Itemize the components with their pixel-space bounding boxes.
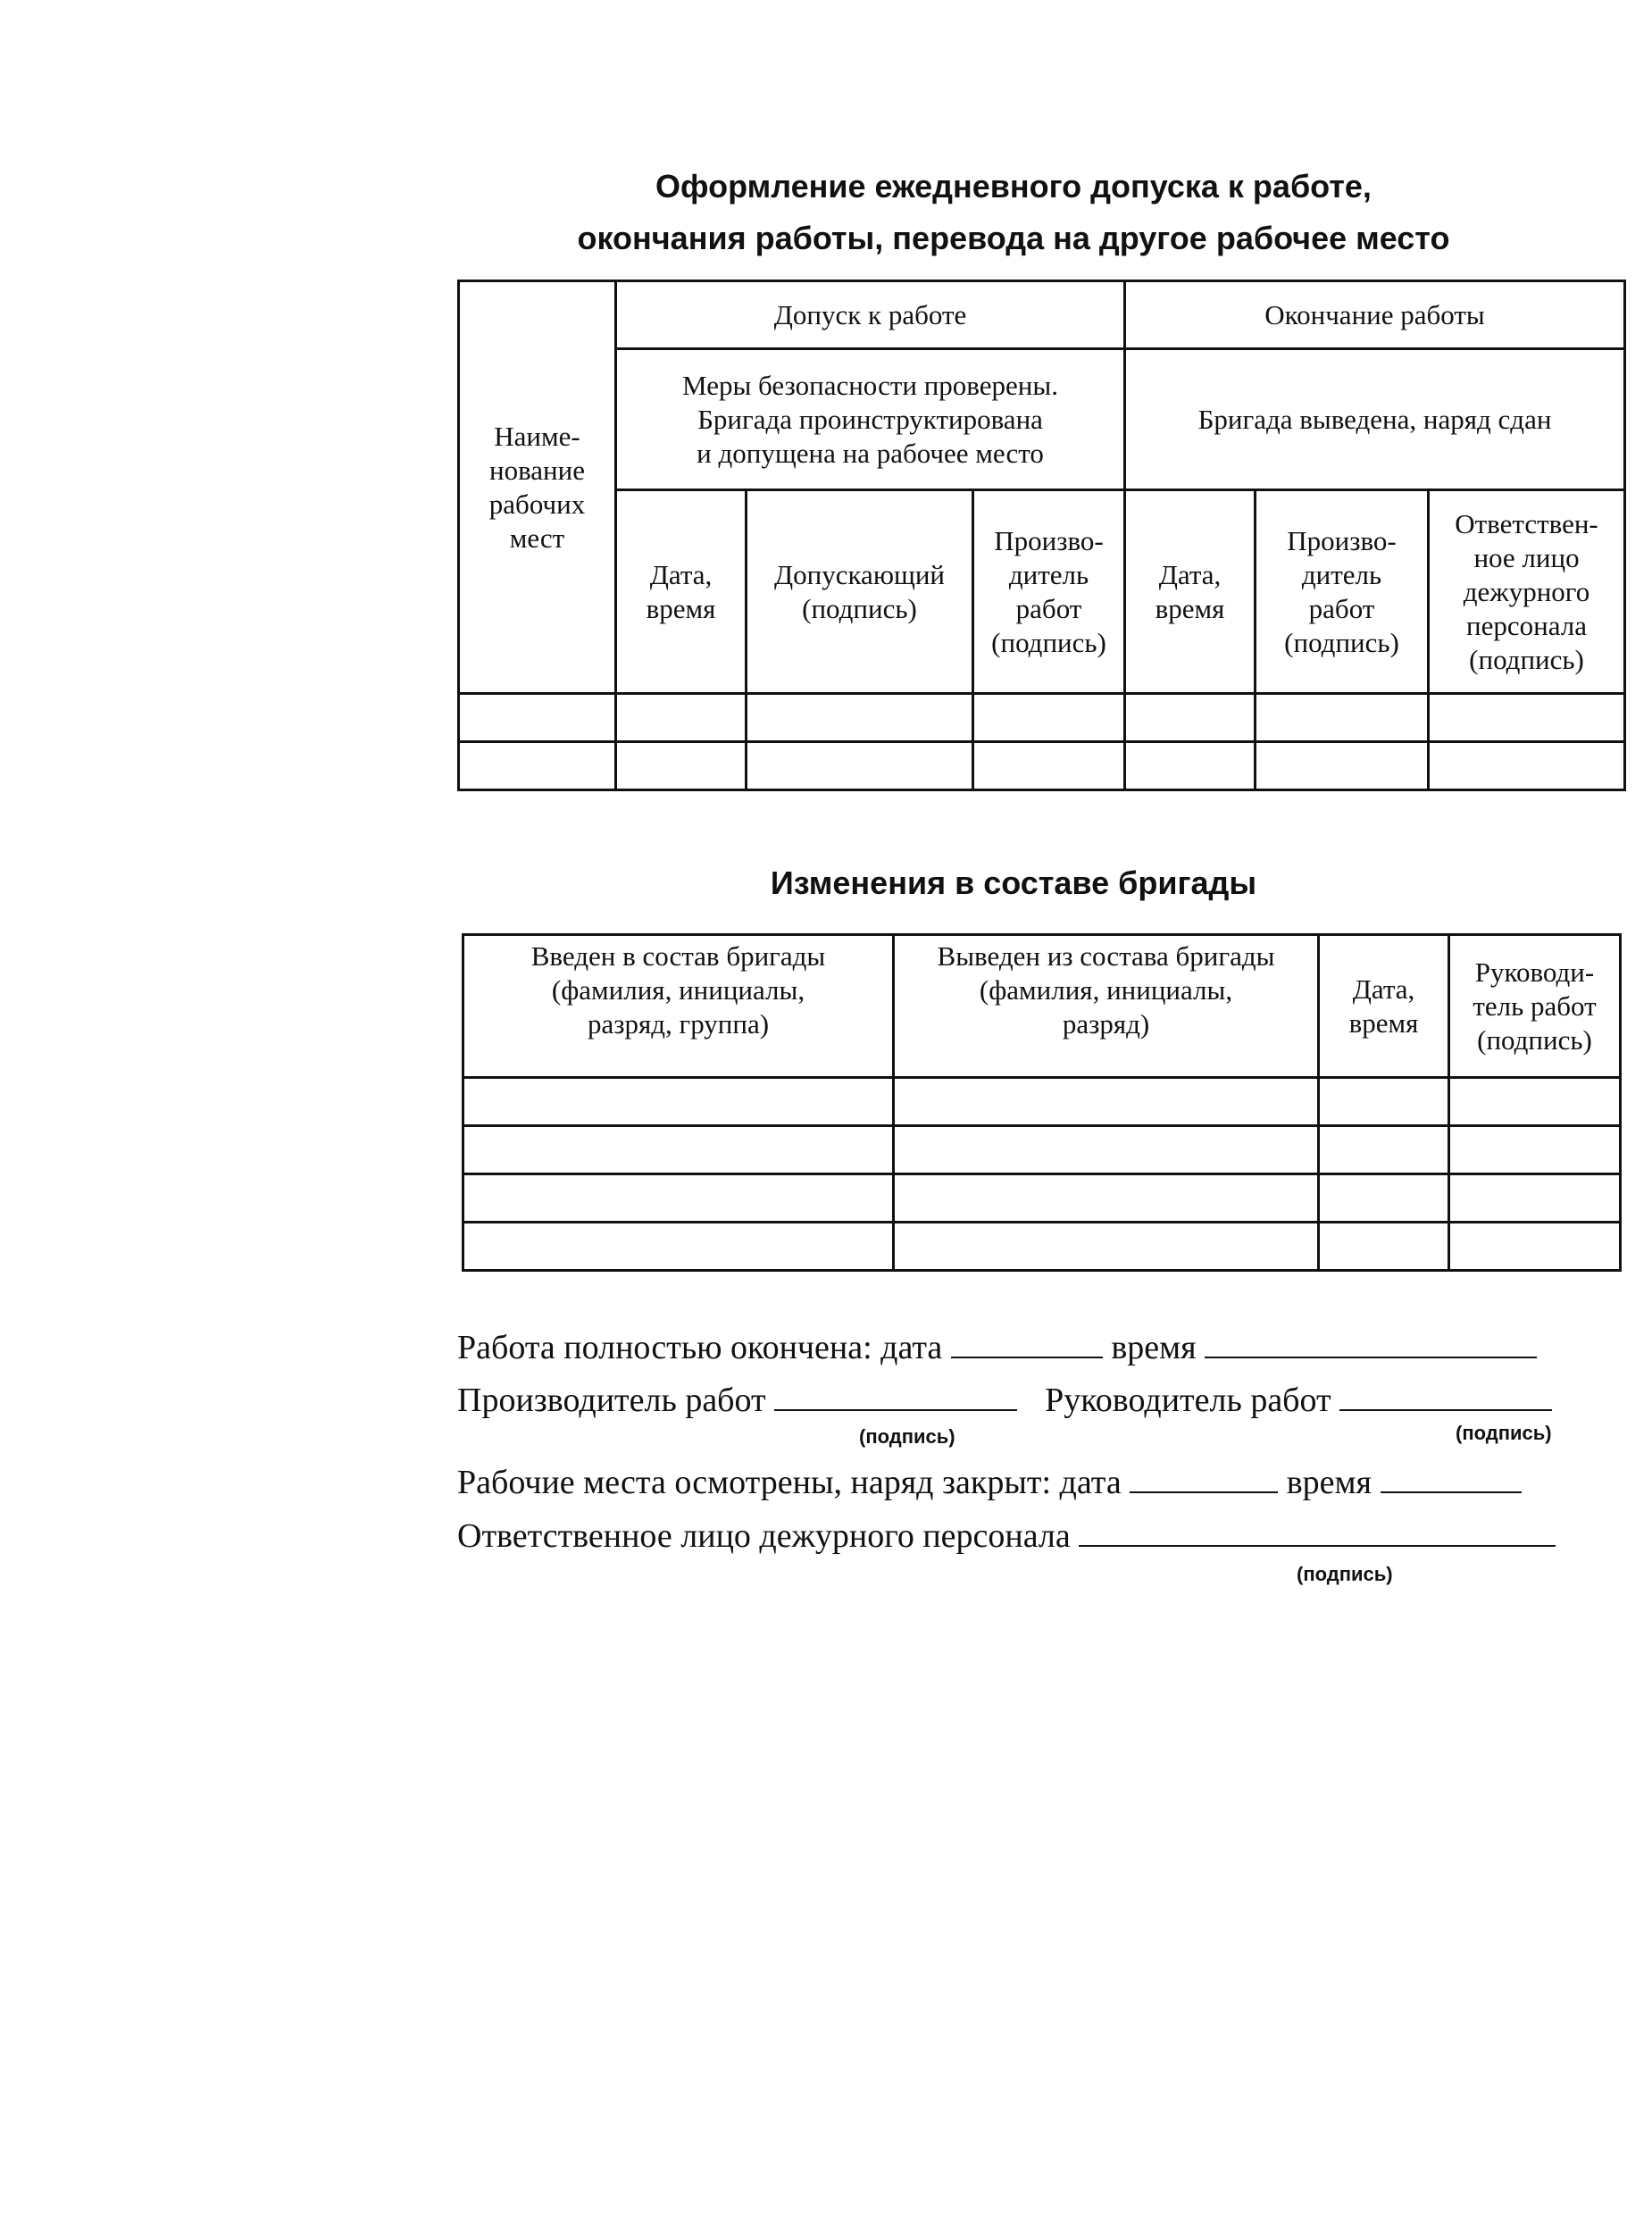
table-cell[interactable] <box>1449 1078 1621 1126</box>
table-cell[interactable] <box>459 694 616 742</box>
change-date-time-header: Дата, время <box>1319 935 1449 1078</box>
work-end-group-header: Окончание работы <box>1125 281 1625 349</box>
table-cell[interactable] <box>616 742 747 790</box>
permit-title <box>464 161 1563 264</box>
table-cell[interactable] <box>1125 742 1256 790</box>
crew-changes-table <box>462 933 1622 1272</box>
table-cell[interactable] <box>459 742 616 790</box>
duty-person-signature-header: Ответствен- ное лицо дежурного персонала (подпись) <box>1429 490 1625 694</box>
admit-foreman-signature-header: Произво- дитель работ (подпись) <box>973 490 1125 694</box>
table-cell[interactable] <box>973 742 1125 790</box>
signature-hint: (подпись) <box>859 1425 955 1448</box>
table-cell[interactable] <box>1256 742 1429 790</box>
table-cell[interactable] <box>1449 1223 1621 1271</box>
workplace-name-header: Наиме- нование рабочих мест <box>459 281 616 694</box>
closure-time-field[interactable] <box>1381 1456 1522 1493</box>
table-cell[interactable] <box>463 1126 894 1174</box>
table-cell[interactable] <box>1319 1126 1449 1174</box>
admission-subheader: Меры безопасности проверены. Бригада проинструктирована и допущена на рабочее место <box>616 349 1125 490</box>
table-cell[interactable] <box>616 694 747 742</box>
duty-person-label: Ответственное лицо дежурного персонала <box>457 1517 1071 1555</box>
completion-time-label: время <box>1111 1329 1197 1366</box>
work-end-subheader: Бригада выведена, наряд сдан <box>1125 349 1625 490</box>
admit-date-time-header: Дата, время <box>616 490 747 694</box>
table-cell[interactable] <box>1449 1174 1621 1223</box>
signature-hint: (подпись) <box>1456 1422 1552 1444</box>
table-cell[interactable] <box>894 1223 1319 1271</box>
table-cell[interactable] <box>973 694 1125 742</box>
table-cell[interactable] <box>747 742 973 790</box>
added-member-header: Введен в состав бригады (фамилия, инициалы, разряд, группа) <box>463 935 894 1078</box>
table-row <box>459 742 1625 790</box>
work-completed-line <box>457 1321 1627 1373</box>
table-cell[interactable] <box>1429 742 1625 790</box>
admission-group-header: Допуск к работе <box>616 281 1125 349</box>
supervisor-label: Руководитель работ <box>1045 1382 1331 1419</box>
duty-person-line <box>457 1509 1627 1561</box>
completion-time-field[interactable] <box>1205 1321 1537 1358</box>
duty-person-signature-field[interactable] <box>1079 1509 1556 1547</box>
table-cell[interactable] <box>1429 694 1625 742</box>
table-cell[interactable] <box>1319 1174 1449 1223</box>
table-row <box>463 1126 1621 1174</box>
supervisor-signature-field[interactable] <box>1339 1374 1552 1411</box>
end-date-time-header: Дата, время <box>1125 490 1256 694</box>
closure-time-label: время <box>1286 1464 1372 1501</box>
foreman-signature-field[interactable] <box>774 1374 1017 1411</box>
permit-title-line1: Оформление ежедневного допуска к работе, <box>655 168 1372 205</box>
signature-hint: (подпись) <box>1297 1563 1393 1585</box>
table-cell[interactable] <box>463 1174 894 1223</box>
workplaces-inspected-label: Рабочие места осмотрены, наряд закрыт: дата <box>457 1464 1122 1501</box>
table-row <box>463 1174 1621 1223</box>
table-cell[interactable] <box>1449 1126 1621 1174</box>
table-row <box>463 1223 1621 1271</box>
end-foreman-signature-header: Произво- дитель работ (подпись) <box>1256 490 1429 694</box>
table-row <box>459 694 1625 742</box>
table-cell[interactable] <box>1319 1078 1449 1126</box>
supervisor-signature-header: Руководи- тель работ (подпись) <box>1449 935 1621 1078</box>
table-cell[interactable] <box>1319 1223 1449 1271</box>
table-cell[interactable] <box>894 1078 1319 1126</box>
table-cell[interactable] <box>747 694 973 742</box>
daily-admission-table <box>457 280 1626 791</box>
table-cell[interactable] <box>1125 694 1256 742</box>
table-cell[interactable] <box>463 1223 894 1271</box>
table-row <box>463 1078 1621 1126</box>
permit-title-line2: окончания работы, перевода на другое рабочее место <box>577 220 1450 256</box>
table-cell[interactable] <box>1256 694 1429 742</box>
admitter-signature-header: Допускающий (подпись) <box>747 490 973 694</box>
table-cell[interactable] <box>463 1078 894 1126</box>
crew-changes-title: Изменения в составе бригады <box>770 864 1257 901</box>
workplaces-inspected-line <box>457 1456 1627 1507</box>
table-cell[interactable] <box>894 1126 1319 1174</box>
removed-member-header: Выведен из состава бригады (фамилия, инициалы, разряд) <box>894 935 1319 1078</box>
closure-date-field[interactable] <box>1130 1456 1278 1493</box>
completion-date-field[interactable] <box>951 1321 1103 1358</box>
signatures-line <box>457 1374 1627 1425</box>
table-cell[interactable] <box>894 1174 1319 1223</box>
foreman-label: Производитель работ <box>457 1382 766 1419</box>
work-completed-label: Работа полностью окончена: дата <box>457 1329 943 1366</box>
